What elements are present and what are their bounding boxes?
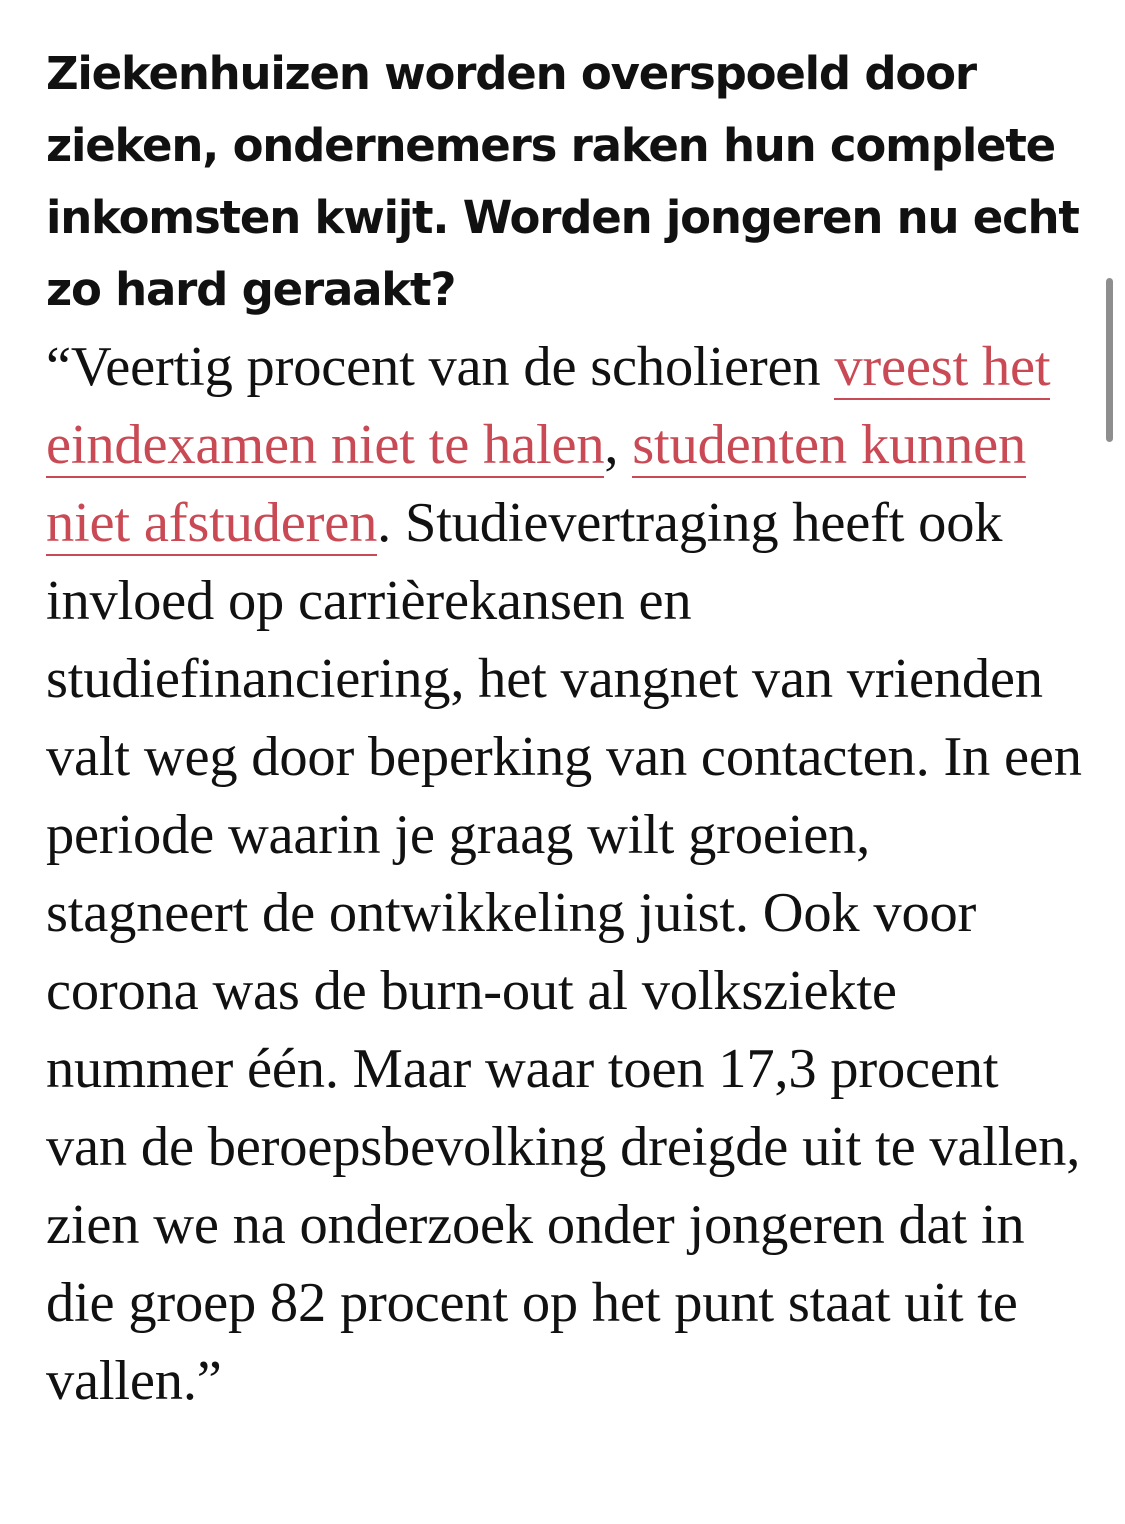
answer-separator: , xyxy=(604,414,633,476)
link-eindexamen[interactable]: vreest het eindexamen niet te halen xyxy=(46,336,1051,476)
link-afstuderen[interactable]: studenten kunnen niet afstuderen xyxy=(46,414,1027,554)
interview-answer xyxy=(46,328,1086,1420)
article-content xyxy=(46,38,1086,1420)
answer-lead-text: “Veertig procent van de scholieren xyxy=(46,336,835,398)
vertical-scrollbar[interactable] xyxy=(1106,278,1113,442)
interview-question: Ziekenhuizen worden overspoeld door zieken, ondernemers raken hun complete inkomsten kwijt. Worden jongeren nu echt zo hard geraakt? xyxy=(46,47,1079,316)
answer-body-text: . Studievertraging heeft ook invloed op carrièrekansen en studiefinanciering, het vangnet van vrienden valt weg door beperking van contacten. In een periode waarin je graag wilt groeien, stagneert de ontwikkeling juist. Ook voor corona was de burn-out al volksziekte nummer één. Maar waar toen 17,3 procent van de beroepsbevolking dreigde uit te vallen, zien we na onderzoek onder jongeren dat in die groep 82 procent op het punt staat uit te vallen.” xyxy=(46,492,1082,1412)
